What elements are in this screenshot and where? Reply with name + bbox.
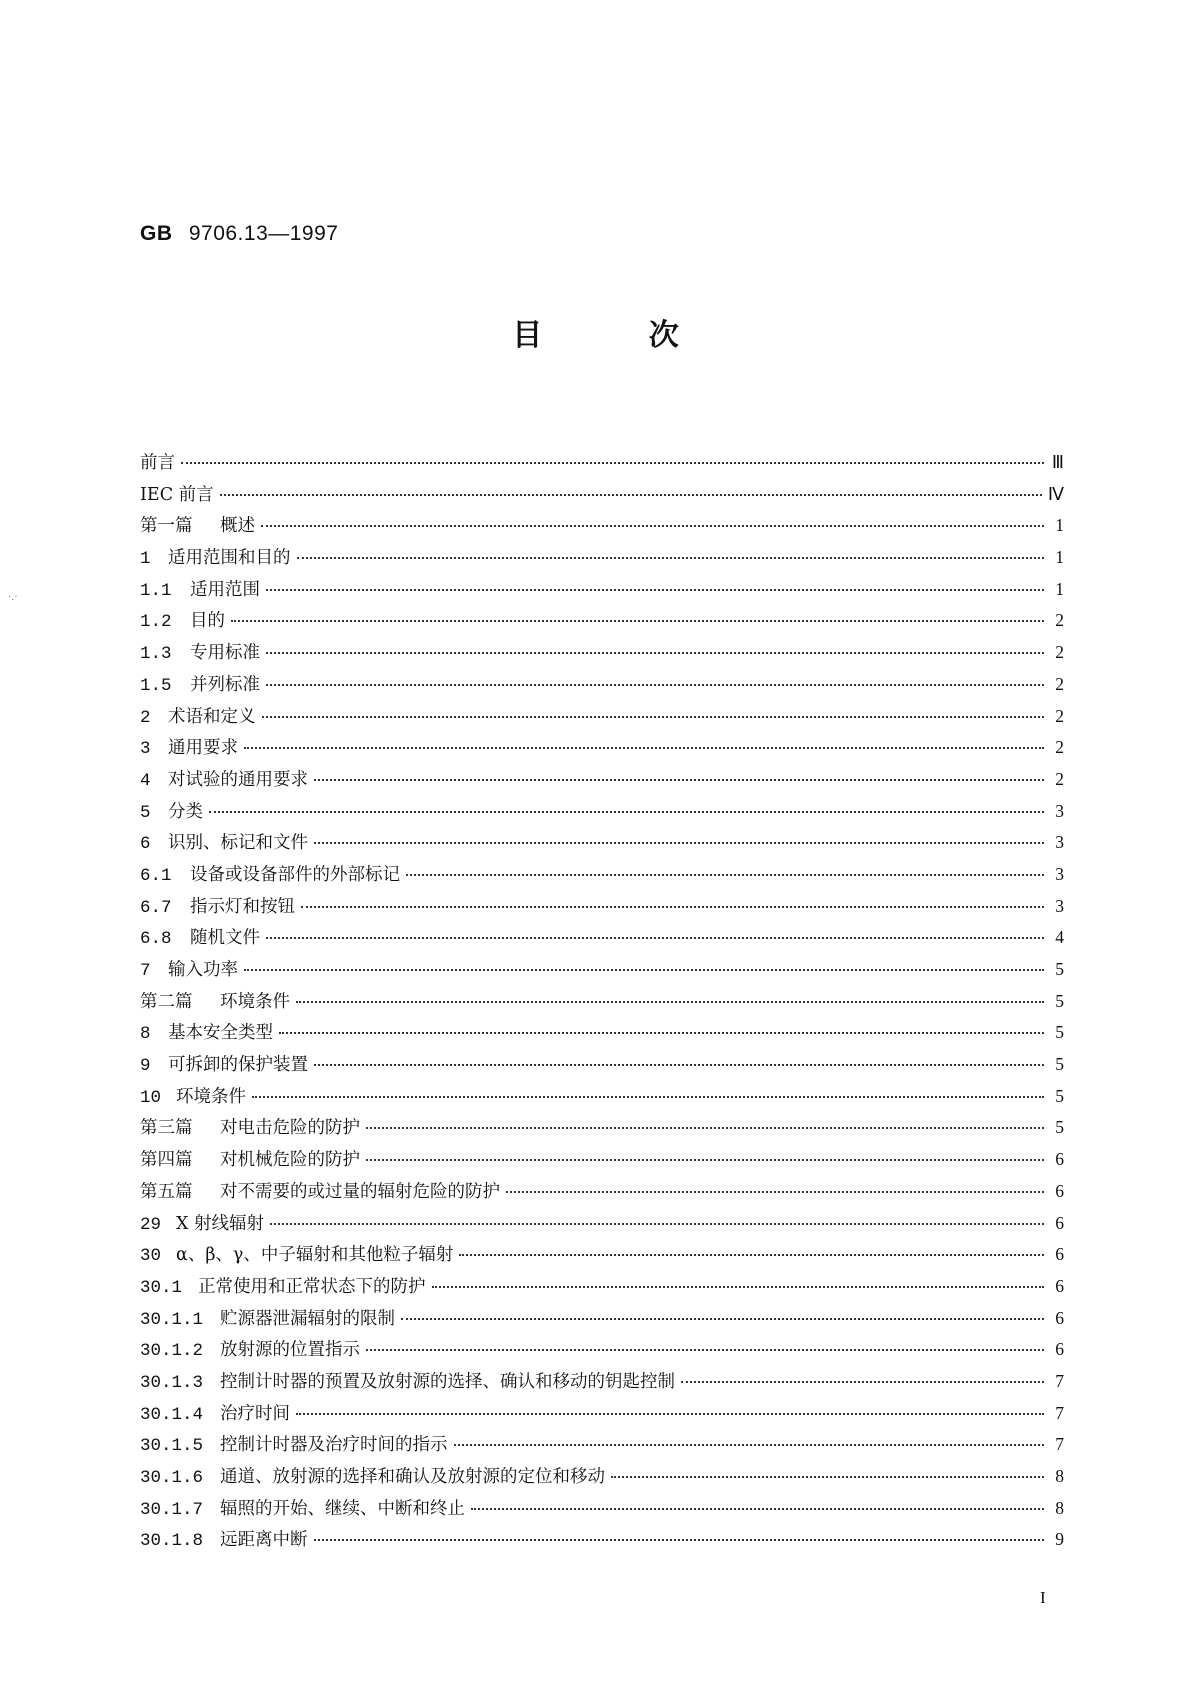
- toc-entry-number: 第四篇: [140, 1150, 193, 1171]
- toc-entry-label: [140, 798, 203, 823]
- toc-dot-leader: [297, 557, 1045, 559]
- toc-entry-title: 治疗时间: [220, 1403, 290, 1424]
- toc-entry-title: 专用标准: [190, 643, 260, 664]
- toc-entry-page: 2: [1055, 610, 1064, 631]
- toc-entry-title: 并列标准: [190, 674, 260, 695]
- toc-entry-number: 30: [140, 1246, 162, 1267]
- toc-entry-number: 第二篇: [140, 991, 193, 1012]
- toc-entry-label: [140, 1019, 273, 1044]
- toc-entry-page: 1: [1055, 515, 1064, 536]
- toc-entry-label: [140, 607, 225, 632]
- toc-entry-label: [140, 481, 214, 506]
- toc-entry-label: [140, 639, 260, 664]
- toc-entry-label: [140, 1368, 675, 1393]
- toc-entry-number: 3: [140, 739, 151, 760]
- toc-dot-leader: [261, 525, 1044, 527]
- toc-entry-number: 29: [140, 1214, 162, 1235]
- page-title-char-1: 目: [512, 318, 543, 353]
- toc-entry-label: [140, 1146, 360, 1171]
- toc-dot-leader: [301, 906, 1044, 908]
- toc-entry-label: [140, 956, 238, 981]
- toc-entry-title: 概述: [220, 516, 255, 537]
- toc-entry-number: 1.2: [140, 612, 172, 633]
- toc-entry[interactable]: [140, 1178, 1064, 1210]
- toc-entry-label: [140, 1495, 465, 1520]
- toc-entry-title: 放射源的位置指示: [220, 1340, 360, 1361]
- toc-dot-leader: [366, 1127, 1044, 1129]
- toc-entry[interactable]: [140, 481, 1064, 513]
- page-title-char-2: 次: [648, 318, 679, 353]
- toc-dot-leader: [279, 1032, 1044, 1034]
- toc-dot-leader: [262, 716, 1045, 718]
- toc-entry-number: 7: [140, 961, 151, 981]
- toc-entry[interactable]: [140, 1273, 1064, 1305]
- toc-entry-title: 对机械危险的防护: [220, 1150, 360, 1171]
- toc-entry-page: 6: [1055, 1244, 1064, 1265]
- toc-entry[interactable]: [140, 766, 1064, 798]
- toc-entry-label: [140, 1431, 448, 1456]
- toc-entry-label: [140, 734, 238, 759]
- toc-entry[interactable]: [140, 956, 1064, 988]
- toc-entry[interactable]: [140, 1336, 1064, 1368]
- toc-entry-label: [140, 512, 255, 537]
- toc-entry-page: 3: [1055, 800, 1064, 821]
- toc-entry-number: 6.8: [140, 929, 172, 950]
- toc-dot-leader: [432, 1286, 1045, 1288]
- toc-entry-title: 对不需要的或过量的辐射危险的防护: [220, 1181, 500, 1202]
- toc-dot-leader: [314, 779, 1044, 781]
- toc-entry-page: 5: [1055, 1022, 1064, 1043]
- toc-entry-page: 5: [1055, 1085, 1064, 1106]
- toc-entry-title: 输入功率: [168, 960, 238, 980]
- toc-dot-leader: [244, 747, 1044, 749]
- toc-entry-page: 8: [1055, 1466, 1064, 1486]
- toc-entry-title: 设备或设备部件的外部标记: [190, 864, 400, 885]
- toc-entry-page: 2: [1055, 737, 1064, 758]
- toc-entry[interactable]: [140, 449, 1064, 481]
- toc-entry-page: 4: [1055, 927, 1064, 948]
- toc-entry-number: 30.1.7: [140, 1499, 204, 1520]
- toc-entry-label: [140, 1178, 500, 1203]
- toc-entry-number: 第一篇: [140, 516, 193, 537]
- toc-entry-number: 1: [140, 549, 151, 570]
- toc-entry-title: 目的: [190, 611, 225, 632]
- toc-dot-leader: [270, 1223, 1044, 1225]
- toc-dot-leader: [314, 842, 1044, 844]
- toc-entry-page: 1: [1055, 578, 1064, 599]
- toc-entry[interactable]: [140, 1210, 1064, 1242]
- toc-entry-number: 1.1: [140, 580, 172, 601]
- toc-entry[interactable]: [140, 1146, 1064, 1178]
- toc-entry-page: 6: [1055, 1339, 1064, 1360]
- toc-entry-label: [140, 924, 260, 949]
- toc-entry-page: 6: [1055, 1307, 1064, 1328]
- toc-entry-title: 基本安全类型: [168, 1023, 273, 1044]
- toc-entry[interactable]: [140, 1526, 1064, 1558]
- toc-entry-label: [140, 988, 290, 1013]
- toc-entry-number: 30.1.1: [140, 1309, 204, 1330]
- toc-entry[interactable]: [140, 1114, 1064, 1146]
- toc-entry-page: 6: [1055, 1275, 1064, 1296]
- toc-entry-page: 3: [1055, 895, 1064, 916]
- toc-entry[interactable]: [140, 1463, 1064, 1495]
- toc-entry-label: [140, 829, 308, 854]
- toc-entry-label: [140, 671, 260, 696]
- toc-dot-leader: [611, 1476, 1044, 1478]
- toc-entry-title: 对电击危险的防护: [220, 1118, 360, 1139]
- toc-entry-page: 2: [1055, 642, 1064, 663]
- toc-entry-title: 环境条件: [220, 991, 290, 1012]
- toc-entry-label: [140, 1273, 426, 1298]
- toc-entry-title: 可拆卸的保护装置: [168, 1055, 308, 1076]
- toc-entry-label: [140, 449, 175, 474]
- toc-entry-page: 3: [1055, 832, 1064, 853]
- toc-entry[interactable]: [140, 861, 1064, 893]
- toc-entry[interactable]: [140, 1495, 1064, 1527]
- toc-entry-number: 10: [140, 1087, 162, 1108]
- toc-entry[interactable]: [140, 1241, 1064, 1273]
- toc-entry-title: 贮源器泄漏辐射的限制: [220, 1308, 395, 1329]
- toc-entry[interactable]: [140, 703, 1064, 735]
- toc-entry-number: 1.3: [140, 644, 172, 665]
- toc-entry-number: 6.7: [140, 897, 172, 918]
- toc-dot-leader: [209, 811, 1044, 813]
- toc-entry-page: Ⅳ: [1047, 483, 1064, 504]
- toc-entry-number: 第五篇: [140, 1181, 193, 1202]
- toc-entry[interactable]: [140, 924, 1064, 956]
- toc-entry-page: 8: [1055, 1497, 1064, 1518]
- toc-entry-label: [140, 1210, 264, 1235]
- toc-entry-title: 前言: [140, 453, 175, 473]
- toc-dot-leader: [459, 1254, 1044, 1256]
- toc-entry-page: 6: [1055, 1149, 1064, 1170]
- toc-entry-number: 第三篇: [140, 1118, 193, 1139]
- toc-entry[interactable]: [140, 1400, 1064, 1432]
- toc-entry-number: 9: [140, 1056, 151, 1077]
- table-of-contents: [140, 449, 1064, 1558]
- toc-entry-label: [140, 1526, 308, 1551]
- toc-dot-leader: [406, 874, 1044, 876]
- toc-entry-label: [140, 576, 260, 601]
- toc-entry-page: 7: [1055, 1402, 1064, 1423]
- toc-entry[interactable]: [140, 734, 1064, 766]
- toc-entry[interactable]: [140, 1019, 1064, 1051]
- toc-dot-leader: [220, 494, 1042, 496]
- toc-dot-leader: [296, 1413, 1044, 1415]
- toc-entry-title: 适用范围: [190, 579, 260, 600]
- toc-entry[interactable]: [140, 1083, 1064, 1115]
- toc-entry-label: [140, 1336, 360, 1361]
- toc-dot-leader: [266, 652, 1044, 654]
- toc-entry-label: [140, 703, 256, 728]
- toc-entry-page: 5: [1055, 990, 1064, 1011]
- toc-entry-number: 30.1.8: [140, 1531, 204, 1552]
- toc-dot-leader: [181, 462, 1044, 464]
- toc-entry-title: 指示灯和按钮: [190, 896, 295, 917]
- standard-code-number: 9706.13—1997: [188, 222, 339, 245]
- toc-entry-number: 1.5: [140, 675, 172, 696]
- toc-dot-leader: [366, 1159, 1044, 1161]
- toc-entry-label: [140, 1463, 605, 1488]
- toc-entry-number: 30.1.3: [140, 1372, 204, 1393]
- toc-entry-page: 7: [1055, 1370, 1064, 1391]
- toc-entry-number: 30.1.2: [140, 1341, 204, 1362]
- toc-entry-number: 30.1.4: [140, 1404, 204, 1425]
- toc-dot-leader: [244, 969, 1044, 971]
- toc-entry-label: [140, 544, 291, 569]
- toc-entry-label: [140, 861, 400, 886]
- toc-entry-page: 6: [1055, 1180, 1064, 1201]
- toc-entry-label: [140, 1305, 395, 1330]
- toc-entry-title: 分类: [168, 801, 203, 822]
- toc-entry-title: 通道、放射源的选择和确认及放射源的定位和移动: [220, 1467, 605, 1487]
- toc-entry-title: 控制计时器的预置及放射源的选择、确认和移动的钥匙控制: [220, 1371, 675, 1392]
- toc-entry-page: 5: [1055, 1054, 1064, 1075]
- toc-entry[interactable]: [140, 607, 1064, 639]
- toc-entry-page: 5: [1055, 959, 1064, 979]
- toc-entry[interactable]: [140, 988, 1064, 1020]
- toc-dot-leader: [266, 684, 1044, 686]
- toc-dot-leader: [314, 1539, 1045, 1541]
- toc-entry-page: 1: [1055, 547, 1064, 568]
- toc-entry-title: 正常使用和正常状态下的防护: [198, 1276, 426, 1297]
- toc-entry-number: 8: [140, 1024, 151, 1045]
- standard-code: [140, 222, 338, 246]
- toc-entry-title: α、β、γ、中子辐射和其他粒子辐射: [176, 1245, 454, 1266]
- toc-entry-page: 3: [1055, 863, 1064, 884]
- toc-dot-leader: [231, 620, 1044, 622]
- toc-entry[interactable]: [140, 1305, 1064, 1337]
- toc-entry-title: 通用要求: [168, 738, 238, 759]
- toc-dot-leader: [296, 1001, 1044, 1003]
- toc-entry-number: 4: [140, 770, 151, 791]
- toc-entry[interactable]: [140, 576, 1064, 608]
- toc-entry-number: 6: [140, 834, 151, 855]
- page-title: [0, 310, 1191, 354]
- toc-entry-page: 6: [1055, 1212, 1064, 1233]
- toc-entry-title: 对试验的通用要求: [168, 769, 308, 790]
- toc-entry-title: IEC 前言: [140, 484, 214, 505]
- toc-entry-label: [140, 1083, 246, 1108]
- toc-entry-label: [140, 1241, 453, 1266]
- toc-entry-title: 辐照的开始、继续、中断和终止: [220, 1498, 465, 1519]
- toc-entry-number: 30.1: [140, 1277, 183, 1298]
- toc-entry-number: 5: [140, 802, 151, 823]
- toc-entry[interactable]: [140, 1051, 1064, 1083]
- toc-entry[interactable]: [140, 639, 1064, 671]
- toc-dot-leader: [454, 1444, 1045, 1446]
- toc-entry-label: [140, 893, 295, 918]
- toc-entry-page: Ⅲ: [1051, 452, 1064, 472]
- toc-dot-leader: [252, 1096, 1044, 1098]
- toc-entry-title: 识别、标记和文件: [168, 833, 308, 854]
- toc-dot-leader: [366, 1349, 1044, 1351]
- toc-entry[interactable]: [140, 671, 1064, 703]
- toc-entry-number: 2: [140, 707, 151, 728]
- toc-dot-leader: [314, 1064, 1044, 1066]
- toc-entry[interactable]: [140, 798, 1064, 830]
- toc-entry[interactable]: [140, 893, 1064, 925]
- standard-code-prefix: GB: [140, 222, 173, 245]
- toc-entry-label: [140, 1400, 290, 1425]
- toc-entry[interactable]: [140, 1368, 1064, 1400]
- toc-dot-leader: [401, 1318, 1044, 1320]
- toc-entry-page: 7: [1055, 1434, 1064, 1455]
- toc-entry-page: 2: [1055, 768, 1064, 789]
- toc-dot-leader: [681, 1381, 1044, 1383]
- toc-entry-page: 2: [1055, 705, 1064, 726]
- toc-entry-title: 随机文件: [190, 928, 260, 949]
- toc-entry-label: [140, 1051, 308, 1076]
- toc-entry-label: [140, 1114, 360, 1139]
- toc-entry-title: X 射线辐射: [176, 1213, 265, 1234]
- toc-entry-number: 6.1: [140, 865, 172, 886]
- toc-dot-leader: [266, 937, 1044, 939]
- toc-entry-page: 5: [1055, 1117, 1064, 1138]
- toc-dot-leader: [506, 1191, 1044, 1193]
- toc-dot-leader: [471, 1508, 1044, 1510]
- toc-entry[interactable]: [140, 544, 1064, 576]
- toc-entry-page: 2: [1055, 673, 1064, 694]
- toc-entry[interactable]: [140, 512, 1064, 544]
- toc-entry-title: 适用范围和目的: [168, 548, 291, 569]
- toc-dot-leader: [266, 589, 1044, 591]
- toc-entry-title: 远距离中断: [220, 1530, 308, 1551]
- scan-speck-decoration: ·.·: [8, 592, 18, 603]
- toc-entry[interactable]: [140, 829, 1064, 861]
- page-folio: I: [1040, 1588, 1046, 1607]
- toc-entry[interactable]: [140, 1431, 1064, 1463]
- toc-entry-page: 9: [1055, 1529, 1064, 1550]
- toc-entry-title: 环境条件: [176, 1086, 246, 1107]
- toc-entry-title: 控制计时器及治疗时间的指示: [220, 1435, 448, 1456]
- toc-entry-number: 30.1.6: [140, 1468, 204, 1488]
- toc-entry-title: 术语和定义: [168, 706, 256, 727]
- toc-entry-number: 30.1.5: [140, 1436, 204, 1457]
- toc-entry-label: [140, 766, 308, 791]
